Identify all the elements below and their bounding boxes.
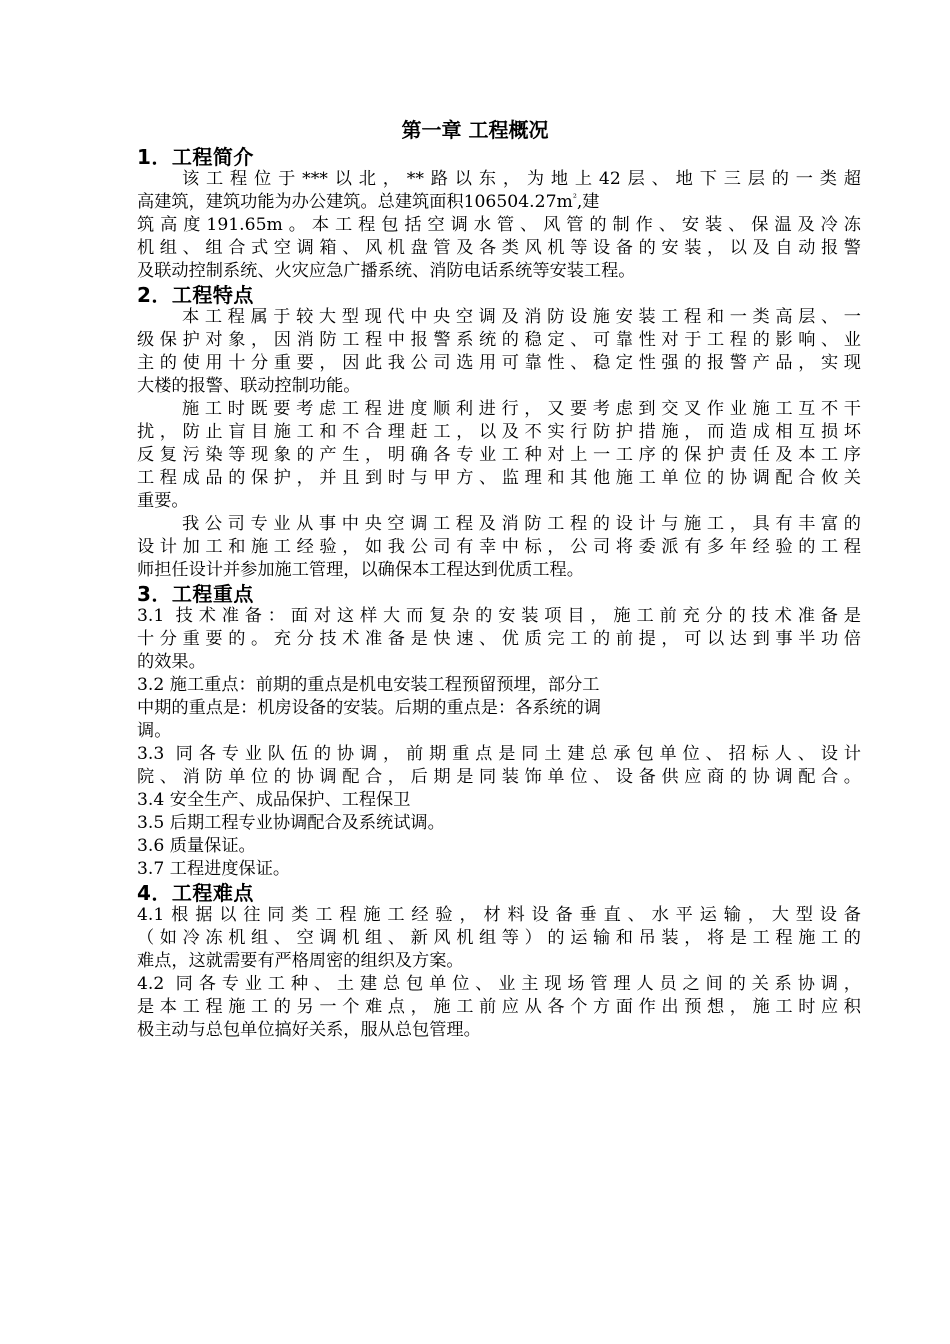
paragraph-line: 本工程属于较大型现代中央空调及消防设施安装工程和一类高层、一	[182, 307, 861, 327]
paragraph-line: 3.2 施工重点：前期的重点是机电安装工程预留预埋，部分工	[137, 675, 600, 695]
paragraph-line	[137, 191, 861, 214]
paragraph-line: 反复污染等现象的产生，明确各专业工种对上一工序的保护责任及本工序	[137, 445, 861, 465]
paragraph-line: 3.7 工程进度保证。	[137, 859, 291, 879]
section-heading-2: 2．工程特点	[137, 283, 254, 307]
paragraph-line: 3.4 安全生产、成品保护、工程保卫	[137, 790, 411, 810]
paragraph-line: 4.1根据以往同类工程施工经验，材料设备垂直、水平运输，大型设备	[137, 905, 861, 925]
paragraph-line: 及联动控制系统、火灾应急广播系统、消防电话系统等安装工程。	[137, 261, 636, 281]
paragraph-line: 3.5 后期工程专业协调配合及系统试调。	[137, 813, 445, 833]
section-heading-3: 3．工程重点	[137, 582, 254, 606]
paragraph-line: 主的使用十分重要，因此我公司选用可靠性、稳定性强的报警产品，实现	[137, 353, 861, 373]
paragraph-text: 高建筑，建筑功能为办公建筑。总建筑面积106504.27m	[137, 192, 573, 212]
paragraph-line: 4.2 同各专业工种、土建总包单位、业主现场管理人员之间的关系协调，	[137, 974, 861, 994]
paragraph-line: 院、消防单位的协调配合，后期是同装饰单位、设备供应商的协调配合。	[137, 767, 861, 787]
superscript-text: ²	[572, 193, 577, 204]
chapter-title: 第一章 工程概况	[401, 118, 549, 142]
paragraph-line: 调。	[137, 721, 172, 741]
paragraph-line: 3.1 技术准备：面对这样大而复杂的安装项目，施工前充分的技术准备是	[137, 606, 861, 626]
paragraph-line: 中期的重点是：机房设备的安装。后期的重点是：各系统的调	[137, 698, 602, 718]
paragraph-line: （如冷冻机组、空调机组、新风机组等）的运输和吊装，将是工程施工的	[137, 928, 861, 948]
paragraph-line: 设计加工和施工经验，如我公司有幸中标，公司将委派有多年经验的工程	[137, 537, 861, 557]
paragraph-line: 该工程位于***以北，**路以东，为地上42层、地下三层的一类超	[182, 169, 861, 189]
paragraph-line: 工程成品的保护，并且到时与甲方、监理和其他施工单位的协调配合攸关	[137, 468, 861, 488]
paragraph-line: 是本工程施工的另一个难点，施工前应从各个方面作出预想，施工时应积	[137, 997, 861, 1017]
paragraph-text: ,建	[576, 192, 600, 212]
paragraph-line: 施工时既要考虑工程进度顺利进行，又要考虑到交叉作业施工互不干	[182, 399, 861, 419]
paragraph-line: 极主动与总包单位搞好关系，服从总包管理。	[137, 1020, 481, 1040]
section-heading-1: 1．工程简介	[137, 145, 254, 169]
paragraph-line: 级保护对象，因消防工程中报警系统的稳定、可靠性对于工程的影响、业	[137, 330, 861, 350]
paragraph-line: 我公司专业从事中央空调工程及消防工程的设计与施工，具有丰富的	[182, 514, 861, 534]
paragraph-line: 扰，防止盲目施工和不合理赶工，以及不实行防护措施，而造成相互损坏	[137, 422, 861, 442]
paragraph-line: 师担任设计并参加施工管理，以确保本工程达到优质工程。	[137, 560, 584, 580]
paragraph-line: 机组、组合式空调箱、风机盘管及各类风机等设备的安装，以及自动报警	[137, 238, 861, 258]
paragraph-line: 重要。	[137, 491, 189, 511]
paragraph-line: 筑高度191.65m。本工程包括空调水管、风管的制作、安装、保温及冷冻	[137, 215, 861, 235]
section-heading-4: 4．工程难点	[137, 881, 254, 905]
paragraph-line: 的效果。	[137, 652, 206, 672]
paragraph-line: 3.3 同各专业队伍的协调，前期重点是同土建总承包单位、招标人、设计	[137, 744, 861, 764]
paragraph-line: 十分重要的。充分技术准备是快速、优质完工的前提，可以达到事半功倍	[137, 629, 861, 649]
paragraph-line: 3.6 质量保证。	[137, 836, 256, 856]
paragraph-line: 难点，这就需要有严格周密的组织及方案。	[137, 951, 464, 971]
paragraph-line: 大楼的报警、联动控制功能。	[137, 376, 361, 396]
